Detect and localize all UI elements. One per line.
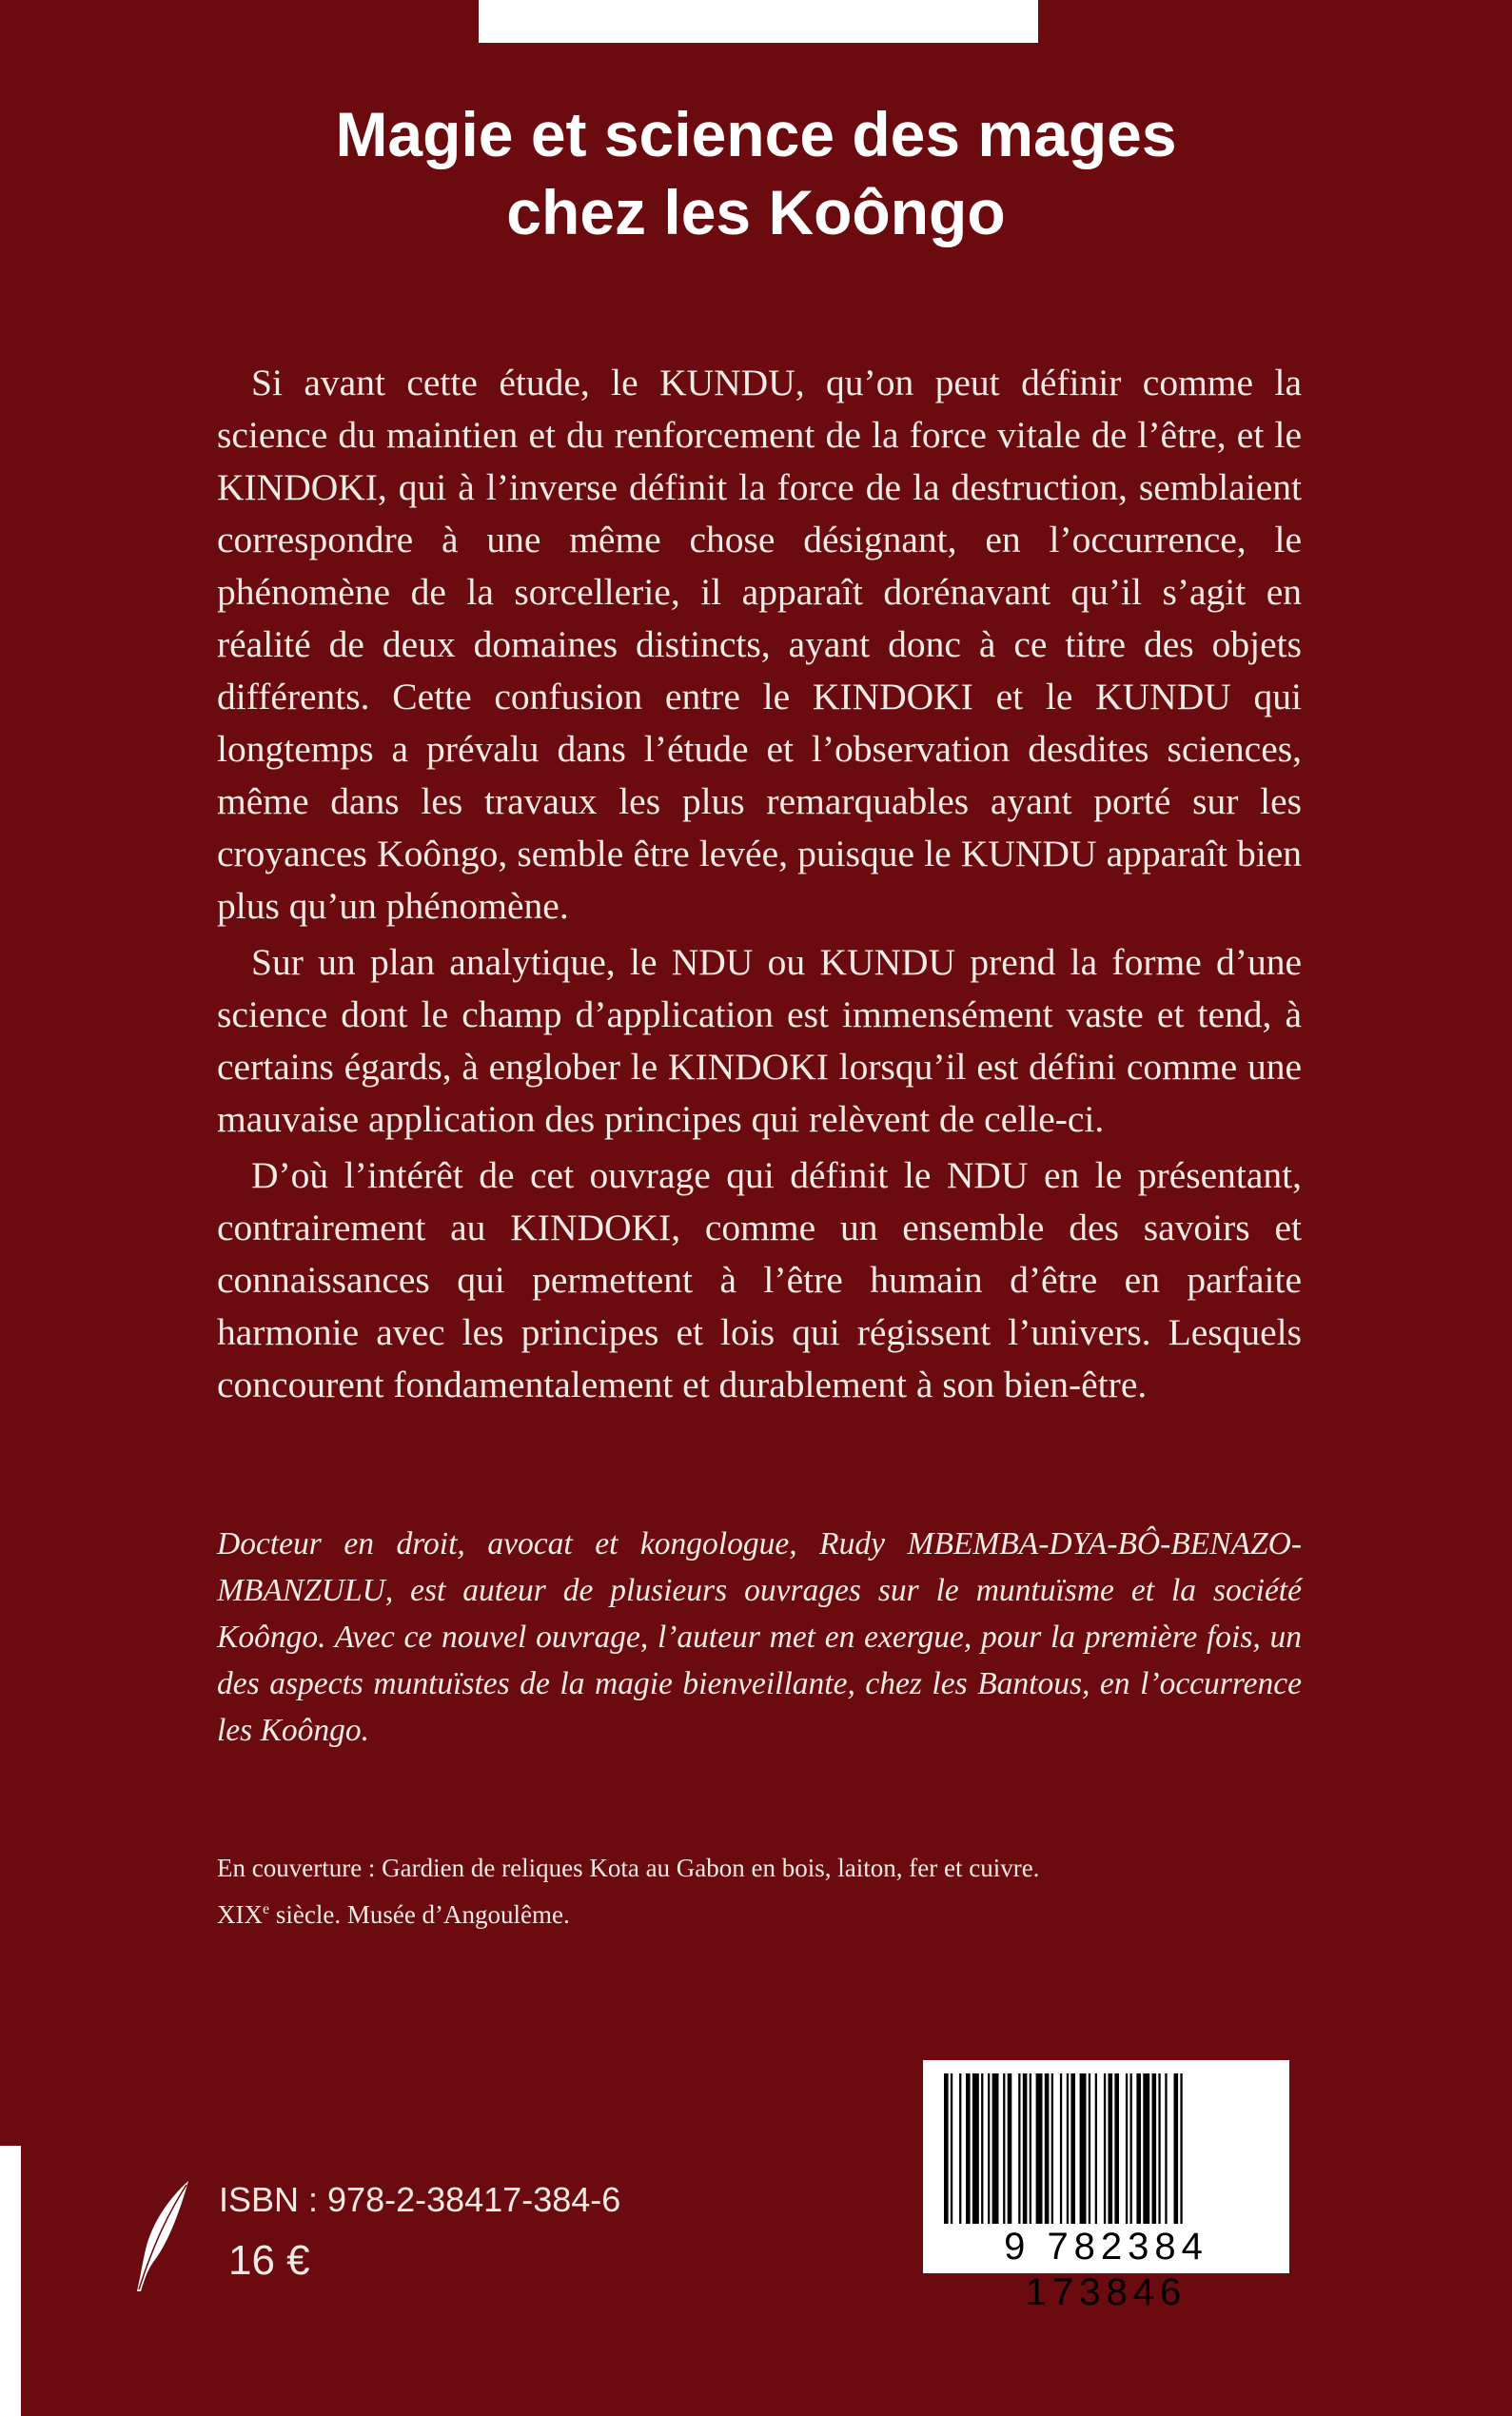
blurb-paragraph-2: Sur un plan analytique, le NDU ou KUNDU prend la forme d’une science dont le champ d’application est immensément vaste et tend, à certains égards, à englober le KINDOKI lorsqu’il est défini comme une mauvaise application des principes qui relèvent de celle-ci.	[217, 941, 1302, 1140]
feather-icon	[133, 2179, 192, 2293]
title-line-1: Magie et science des mages	[335, 99, 1177, 169]
cover-credit-rest: siècle. Musée d’Angoulême.	[269, 1900, 570, 1929]
top-white-tab	[479, 0, 1038, 43]
book-title	[143, 95, 1369, 251]
barcode-digits: 9 782384 173846	[1004, 2226, 1208, 2313]
title-line-2: chez les Koôngo	[506, 177, 1006, 247]
barcode	[923, 2060, 1289, 2313]
cover-credit-century: XIX	[217, 1900, 263, 1929]
price: 16 €	[228, 2237, 310, 2284]
cover-credit-text: En couverture : Gardien de reliques Kota au Gabon en bois, laiton, fer et cuivre.	[217, 1854, 1040, 1882]
isbn: ISBN : 978-2-38417-384-6	[219, 2180, 621, 2219]
author-bio: Docteur en droit, avocat et kongologue, Rudy MBEMBA-DYA-BÔ-BENAZO-MBANZULU, est auteur de plusieurs ouvrages sur le muntuïsme et la société Koôngo. Avec ce nouvel ouvrage, l’auteur met en exergue, pour la première fois, un des aspects muntuïstes de la magie bienveillante, chez les Bantous, en l’occurrence les Koôngo.	[217, 1526, 1302, 1748]
cover-credit	[217, 1847, 1302, 1935]
back-cover-blurb	[217, 357, 1302, 1415]
blurb-paragraph-3: D’où l’intérêt de cet ouvrage qui définit le NDU en le présentant, contrairement au KINDOKI, comme un ensemble des savoirs et connaissances qui permettent à l’être humain d’être en parfaite harmonie avec les principes et lois qui régissent l’univers. Lesquels concourent fondamentalement et durablement à son bien-être.	[217, 1154, 1302, 1405]
blurb-paragraph-1: Si avant cette étude, le KUNDU, qu’on peut définir comme la science du maintien et du renforcement de la force vitale de l’être, et le KINDOKI, qui à l’inverse définit la force de la destruction, semblaient correspondre à une même chose désignant, en l’occurrence, le phénomène de la sorcellerie, il apparaît dorénavant qu’il s’agit en réalité de deux domaines distincts, ayant donc à ce titre des objets différents. Cette confusion entre le KINDOKI et le KUNDU qui longtemps a prévalu dans l’étude et l’observation desdites sciences, même dans les travaux les plus remarquables ayant porté sur les croyances Koôngo, semble être levée, puisque le KUNDU apparaît bien plus qu’un phénomène.	[217, 362, 1302, 927]
cover-credit-century-sup: e	[263, 1901, 270, 1917]
left-white-strip	[0, 2146, 21, 2416]
